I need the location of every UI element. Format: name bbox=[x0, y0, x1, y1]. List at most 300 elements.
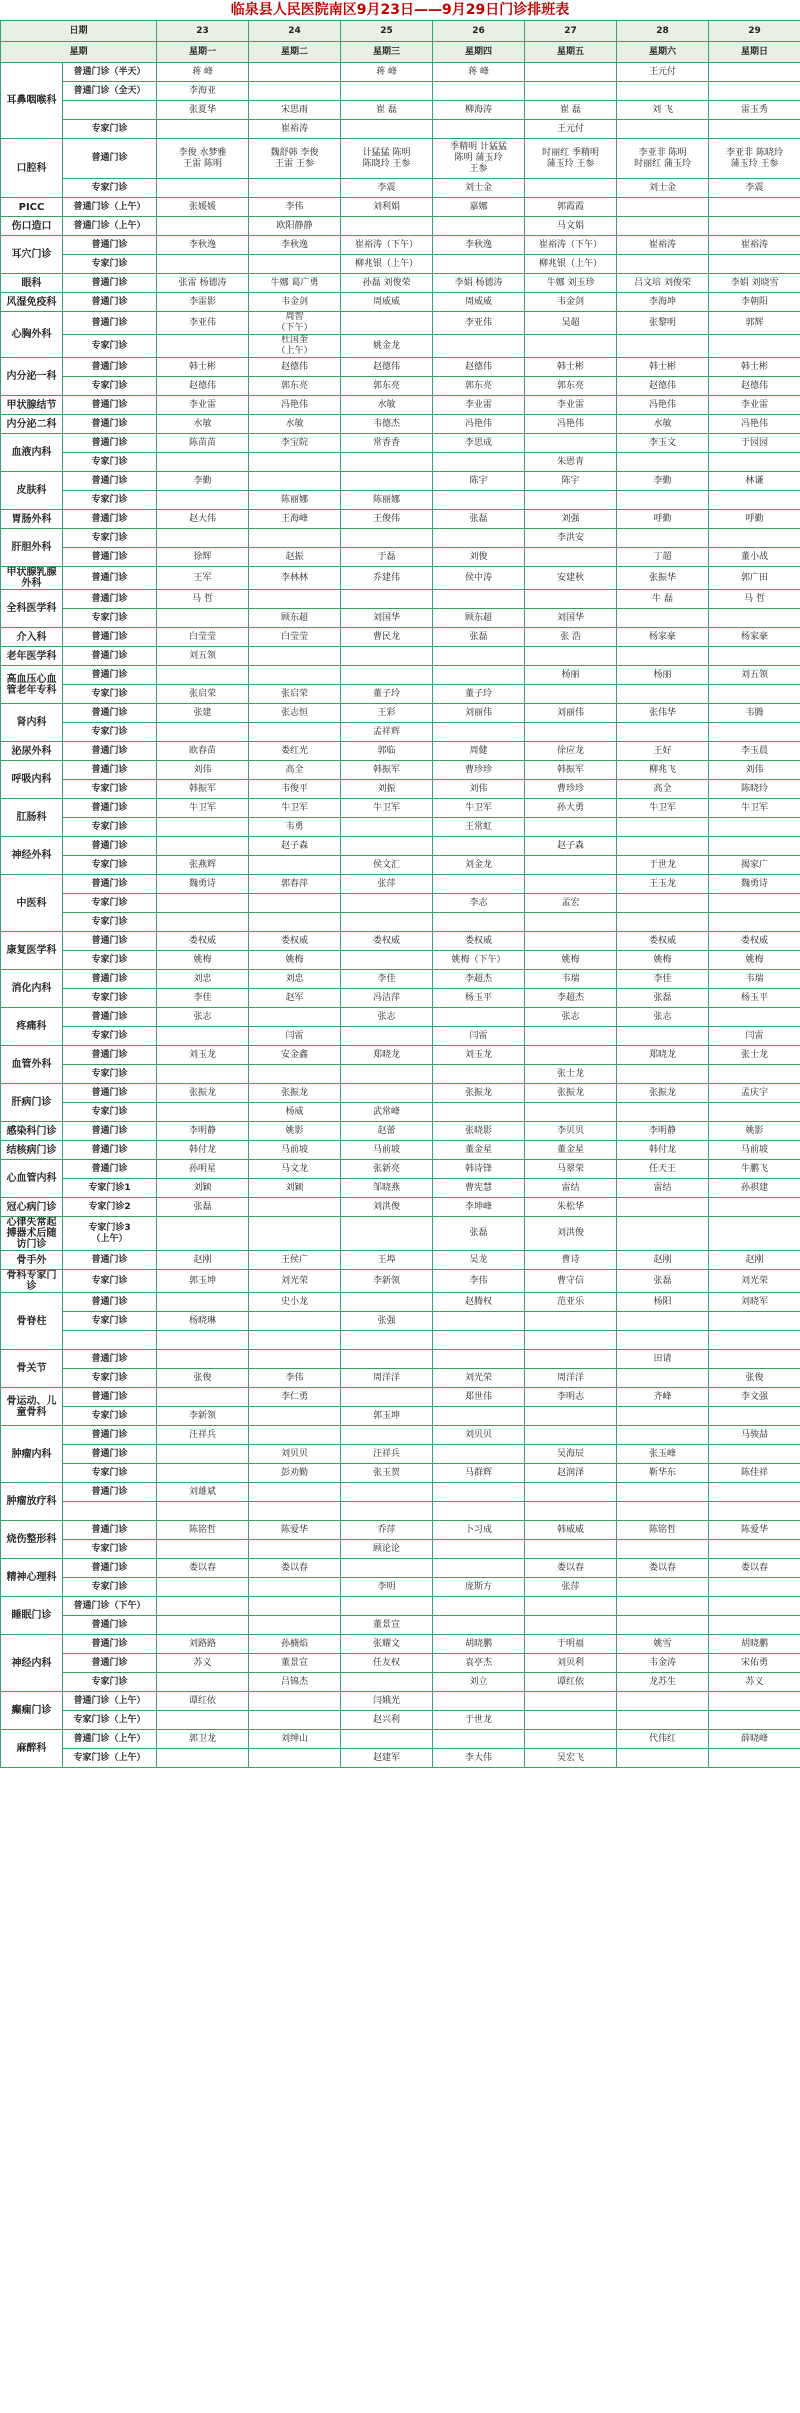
weekday-header-label: 星期 bbox=[1, 42, 157, 63]
table-row bbox=[1, 274, 800, 293]
doctor-cell bbox=[249, 1749, 341, 1768]
doctor-cell: 牛卫军 bbox=[433, 799, 525, 818]
doctor-cell: 高全 bbox=[617, 780, 709, 799]
table-row bbox=[1, 894, 800, 913]
doctor-cell bbox=[433, 1616, 525, 1635]
doctor-cell bbox=[157, 1103, 249, 1122]
doctor-cell: 周健 bbox=[433, 742, 525, 761]
doctor-cell bbox=[433, 590, 525, 609]
doctor-cell: 李亚非 陈晓玲 蒲玉玲 王参 bbox=[709, 139, 800, 179]
doctor-cell bbox=[709, 685, 800, 704]
table-row bbox=[1, 1749, 800, 1768]
department-cell: 中医科 bbox=[1, 875, 63, 932]
weekday-cell: 星期日 bbox=[709, 42, 800, 63]
doctor-cell: 张强 bbox=[341, 1312, 433, 1331]
doctor-cell: 李明静 bbox=[617, 1122, 709, 1141]
table-row bbox=[1, 1578, 800, 1597]
clinic-type-cell: 专家门诊 bbox=[63, 913, 157, 932]
doctor-cell bbox=[525, 1331, 617, 1350]
doctor-cell: 韩付龙 bbox=[157, 1141, 249, 1160]
clinic-type-cell: 普通门诊 bbox=[63, 139, 157, 179]
clinic-type-cell: 普通门诊 bbox=[63, 837, 157, 856]
department-cell: 肛肠科 bbox=[1, 799, 63, 837]
department-cell: 骨运动、儿童骨科 bbox=[1, 1388, 63, 1426]
doctor-cell bbox=[709, 453, 800, 472]
clinic-type-cell: 普通门诊 bbox=[63, 274, 157, 293]
doctor-cell: 孟祥辉 bbox=[341, 723, 433, 742]
clinic-type-cell: 专家门诊 bbox=[63, 1369, 157, 1388]
doctor-cell bbox=[525, 491, 617, 510]
doctor-cell bbox=[433, 1540, 525, 1559]
doctor-cell bbox=[525, 1046, 617, 1065]
doctor-cell bbox=[617, 1331, 709, 1350]
doctor-cell bbox=[617, 529, 709, 548]
department-cell: 神经外科 bbox=[1, 837, 63, 875]
table-row bbox=[1, 1673, 800, 1692]
doctor-cell: 李思成 bbox=[433, 434, 525, 453]
doctor-cell bbox=[617, 198, 709, 217]
doctor-cell: 刘 飞 bbox=[617, 101, 709, 120]
doctor-cell bbox=[525, 590, 617, 609]
department-cell: 结核病门诊 bbox=[1, 1141, 63, 1160]
department-cell: 介入科 bbox=[1, 628, 63, 647]
doctor-cell bbox=[157, 609, 249, 628]
doctor-cell bbox=[433, 1065, 525, 1084]
doctor-cell: 牛卫军 bbox=[157, 799, 249, 818]
doctor-cell: 张萍 bbox=[341, 875, 433, 894]
clinic-type-cell: 专家门诊 bbox=[63, 120, 157, 139]
doctor-cell: 范亚乐 bbox=[525, 1293, 617, 1312]
doctor-cell bbox=[709, 335, 800, 358]
doctor-cell: 曹民龙 bbox=[341, 628, 433, 647]
doctor-cell bbox=[249, 1198, 341, 1217]
doctor-cell: 娄以春 bbox=[525, 1559, 617, 1578]
clinic-type-cell: 专家门诊 bbox=[63, 989, 157, 1008]
clinic-type-cell: 专家门诊 bbox=[63, 1673, 157, 1692]
doctor-cell bbox=[617, 1065, 709, 1084]
doctor-cell: 董景宣 bbox=[249, 1654, 341, 1673]
doctor-cell: 刘贝利 bbox=[525, 1654, 617, 1673]
doctor-cell bbox=[617, 894, 709, 913]
table-row bbox=[1, 932, 800, 951]
department-cell: 神经内科 bbox=[1, 1635, 63, 1692]
doctor-cell: 董景宣 bbox=[341, 1616, 433, 1635]
doctor-cell: 朱恩青 bbox=[525, 453, 617, 472]
table-row bbox=[1, 913, 800, 932]
doctor-cell: 刘忠 bbox=[249, 970, 341, 989]
table-row bbox=[1, 293, 800, 312]
doctor-cell: 韩振军 bbox=[157, 780, 249, 799]
clinic-type-cell: 普通门诊（下午） bbox=[63, 1597, 157, 1616]
doctor-cell: 呼勤 bbox=[709, 510, 800, 529]
doctor-cell: 郭卫龙 bbox=[157, 1730, 249, 1749]
doctor-cell bbox=[433, 1445, 525, 1464]
doctor-cell: 李新领 bbox=[157, 1407, 249, 1426]
doctor-cell bbox=[341, 1730, 433, 1749]
doctor-cell bbox=[525, 1540, 617, 1559]
doctor-cell bbox=[525, 1692, 617, 1711]
doctor-cell: 张磊 bbox=[433, 628, 525, 647]
department-cell: 胃肠外科 bbox=[1, 510, 63, 529]
clinic-type-cell: 普通门诊 bbox=[63, 548, 157, 567]
table-row bbox=[1, 1388, 800, 1407]
department-cell: 血管外科 bbox=[1, 1046, 63, 1084]
clinic-type-cell: 普通门诊 bbox=[63, 1251, 157, 1270]
doctor-cell: 郭辉 bbox=[709, 312, 800, 335]
doctor-cell: 董子玲 bbox=[433, 685, 525, 704]
doctor-cell: 张志 bbox=[341, 1008, 433, 1027]
doctor-cell: 赵德伟 bbox=[709, 377, 800, 396]
doctor-cell: 冯艳伟 bbox=[433, 415, 525, 434]
doctor-cell bbox=[525, 434, 617, 453]
clinic-type-cell: 专家门诊 bbox=[63, 1027, 157, 1046]
doctor-cell: 顾东超 bbox=[249, 609, 341, 628]
doctor-cell: 赵军 bbox=[249, 989, 341, 1008]
doctor-cell: 吕锦杰 bbox=[249, 1673, 341, 1692]
clinic-type-cell: 专家门诊 bbox=[63, 1540, 157, 1559]
clinic-type-cell: 专家门诊 bbox=[63, 609, 157, 628]
table-row bbox=[1, 472, 800, 491]
clinic-type-cell: 专家门诊 bbox=[63, 529, 157, 548]
clinic-type-cell: 普通门诊 bbox=[63, 567, 157, 590]
doctor-cell bbox=[341, 120, 433, 139]
clinic-type-cell: 普通门诊 bbox=[63, 742, 157, 761]
table-row bbox=[1, 1217, 800, 1251]
clinic-type-cell: 普通门诊 bbox=[63, 666, 157, 685]
doctor-cell: 王玉龙 bbox=[617, 875, 709, 894]
table-row bbox=[1, 1483, 800, 1502]
doctor-cell bbox=[709, 491, 800, 510]
table-row bbox=[1, 1407, 800, 1426]
table-row bbox=[1, 666, 800, 685]
doctor-cell bbox=[709, 82, 800, 101]
table-row bbox=[1, 1426, 800, 1445]
doctor-cell: 张磊 bbox=[433, 1217, 525, 1251]
doctor-cell: 张志 bbox=[617, 1008, 709, 1027]
table-row bbox=[1, 1179, 800, 1198]
doctor-cell bbox=[157, 1350, 249, 1369]
doctor-cell: 邹晓燕 bbox=[341, 1179, 433, 1198]
doctor-cell: 冯洁萍 bbox=[341, 989, 433, 1008]
doctor-cell bbox=[709, 120, 800, 139]
doctor-cell: 王常虹 bbox=[433, 818, 525, 837]
doctor-cell: 李超杰 bbox=[525, 989, 617, 1008]
clinic-type-cell: 普通门诊（全天） bbox=[63, 82, 157, 101]
doctor-cell: 赵大伟 bbox=[157, 510, 249, 529]
doctor-cell bbox=[341, 312, 433, 335]
clinic-type-cell: 普通门诊 bbox=[63, 1616, 157, 1635]
doctor-cell: 郭广田 bbox=[709, 567, 800, 590]
clinic-type-cell: 普通门诊 bbox=[63, 1046, 157, 1065]
doctor-cell: 崔裕涛（下午） bbox=[525, 236, 617, 255]
doctor-cell: 水敏 bbox=[157, 415, 249, 434]
clinic-type-cell: 专家门诊 bbox=[63, 1312, 157, 1331]
clinic-type-cell: 普通门诊（上午） bbox=[63, 217, 157, 236]
doctor-cell bbox=[341, 1426, 433, 1445]
doctor-cell: 刘伟 bbox=[157, 761, 249, 780]
clinic-type-cell: 专家门诊 bbox=[63, 453, 157, 472]
doctor-cell bbox=[433, 217, 525, 236]
department-cell: 口腔科 bbox=[1, 139, 63, 198]
doctor-cell bbox=[709, 723, 800, 742]
date-cell: 24 bbox=[249, 21, 341, 42]
table-row bbox=[1, 818, 800, 837]
doctor-cell: 周洋洋 bbox=[341, 1369, 433, 1388]
doctor-cell: 李贝贝 bbox=[525, 1122, 617, 1141]
doctor-cell bbox=[433, 335, 525, 358]
clinic-type-cell: 普通门诊 bbox=[63, 434, 157, 453]
date-cell: 27 bbox=[525, 21, 617, 42]
date-cell: 28 bbox=[617, 21, 709, 42]
doctor-cell: 吴宏飞 bbox=[525, 1749, 617, 1768]
table-row bbox=[1, 1084, 800, 1103]
doctor-cell: 韦德杰 bbox=[341, 415, 433, 434]
doctor-cell: 李海坤 bbox=[617, 293, 709, 312]
clinic-type-cell: 普通门诊 bbox=[63, 970, 157, 989]
doctor-cell: 李亚伟 bbox=[157, 312, 249, 335]
table-row bbox=[1, 1635, 800, 1654]
doctor-cell: 张振龙 bbox=[433, 1084, 525, 1103]
doctor-cell: 韦瑞 bbox=[525, 970, 617, 989]
doctor-cell bbox=[709, 609, 800, 628]
doctor-cell bbox=[709, 1692, 800, 1711]
doctor-cell: 郑晓龙 bbox=[341, 1046, 433, 1065]
doctor-cell: 张耀文 bbox=[341, 1635, 433, 1654]
doctor-cell: 吴海辰 bbox=[525, 1445, 617, 1464]
doctor-cell: 赵振 bbox=[249, 548, 341, 567]
clinic-type-cell: 专家门诊3 （上午） bbox=[63, 1217, 157, 1251]
clinic-type-cell bbox=[63, 1502, 157, 1521]
doctor-cell: 张伟华 bbox=[617, 704, 709, 723]
doctor-cell bbox=[341, 1673, 433, 1692]
clinic-type-cell: 专家门诊 bbox=[63, 255, 157, 274]
doctor-cell: 庞斯方 bbox=[433, 1578, 525, 1597]
table-row bbox=[1, 1654, 800, 1673]
doctor-cell bbox=[157, 1065, 249, 1084]
doctor-cell: 柳海涛 bbox=[433, 101, 525, 120]
doctor-cell bbox=[709, 1749, 800, 1768]
doctor-cell bbox=[249, 529, 341, 548]
doctor-cell: 姚梅 bbox=[709, 951, 800, 970]
doctor-cell bbox=[249, 1350, 341, 1369]
date-cell: 25 bbox=[341, 21, 433, 42]
doctor-cell bbox=[525, 1350, 617, 1369]
doctor-cell bbox=[433, 453, 525, 472]
table-row bbox=[1, 1559, 800, 1578]
weekday-cell: 星期一 bbox=[157, 42, 249, 63]
doctor-cell: 姚梅（下午） bbox=[433, 951, 525, 970]
clinic-type-cell: 普通门诊 bbox=[63, 704, 157, 723]
doctor-cell: 周威威 bbox=[341, 293, 433, 312]
doctor-cell: 刘士金 bbox=[617, 179, 709, 198]
department-cell: 内分泌一科 bbox=[1, 358, 63, 396]
department-cell: 感染科门诊 bbox=[1, 1122, 63, 1141]
doctor-cell: 蒋 峰 bbox=[157, 63, 249, 82]
clinic-type-cell: 普通门诊 bbox=[63, 415, 157, 434]
doctor-cell: 陈爱华 bbox=[249, 1521, 341, 1540]
clinic-type-cell: 专家门诊 bbox=[63, 723, 157, 742]
doctor-cell: 刘忠 bbox=[157, 970, 249, 989]
doctor-cell: 陈苗苗 bbox=[157, 434, 249, 453]
doctor-cell: 龙苏生 bbox=[617, 1673, 709, 1692]
doctor-cell bbox=[525, 1483, 617, 1502]
doctor-cell: 张振龙 bbox=[617, 1084, 709, 1103]
table-row bbox=[1, 761, 800, 780]
doctor-cell: 李勤 bbox=[157, 472, 249, 491]
department-cell: 心血管内科 bbox=[1, 1160, 63, 1198]
clinic-type-cell: 专家门诊 bbox=[63, 491, 157, 510]
doctor-cell bbox=[249, 179, 341, 198]
doctor-cell: 马骏喆 bbox=[709, 1426, 800, 1445]
doctor-cell: 刘光荣 bbox=[433, 1369, 525, 1388]
doctor-cell bbox=[249, 1426, 341, 1445]
doctor-cell: 李坤峰 bbox=[433, 1198, 525, 1217]
doctor-cell: 娄以春 bbox=[157, 1559, 249, 1578]
doctor-cell: 刘洪俊 bbox=[525, 1217, 617, 1251]
doctor-cell: 杨家豪 bbox=[617, 628, 709, 647]
doctor-cell bbox=[341, 1084, 433, 1103]
doctor-cell: 李林林 bbox=[249, 567, 341, 590]
doctor-cell: 张黎明 bbox=[617, 312, 709, 335]
doctor-cell: 张振龙 bbox=[249, 1084, 341, 1103]
department-cell: 康复医学科 bbox=[1, 932, 63, 970]
clinic-type-cell: 专家门诊（上午） bbox=[63, 1711, 157, 1730]
doctor-cell: 刘利娟 bbox=[341, 198, 433, 217]
doctor-cell: 赵德伟 bbox=[341, 358, 433, 377]
doctor-cell: 刘伟 bbox=[433, 780, 525, 799]
clinic-type-cell: 专家门诊 bbox=[63, 951, 157, 970]
table-row bbox=[1, 236, 800, 255]
department-cell: 骨关节 bbox=[1, 1350, 63, 1388]
table-row bbox=[1, 1616, 800, 1635]
doctor-cell bbox=[525, 179, 617, 198]
department-cell: 全科医学科 bbox=[1, 590, 63, 628]
doctor-cell: 姚影 bbox=[249, 1122, 341, 1141]
weekday-cell: 星期五 bbox=[525, 42, 617, 63]
doctor-cell: 刘五领 bbox=[709, 666, 800, 685]
doctor-cell: 周洋洋 bbox=[525, 1369, 617, 1388]
doctor-cell bbox=[157, 1445, 249, 1464]
doctor-cell: 娄权威 bbox=[341, 932, 433, 951]
doctor-cell: 侯文汇 bbox=[341, 856, 433, 875]
doctor-cell: 魏勇诗 bbox=[709, 875, 800, 894]
doctor-cell: 苏义 bbox=[709, 1673, 800, 1692]
department-cell: 癫痫门诊 bbox=[1, 1692, 63, 1730]
doctor-cell bbox=[709, 217, 800, 236]
table-row bbox=[1, 217, 800, 236]
doctor-cell: 郭东亮 bbox=[249, 377, 341, 396]
table-row bbox=[1, 799, 800, 818]
doctor-cell: 李新领 bbox=[341, 1270, 433, 1293]
doctor-cell bbox=[617, 1103, 709, 1122]
doctor-cell bbox=[617, 1198, 709, 1217]
doctor-cell: 蒋 峰 bbox=[341, 63, 433, 82]
clinic-type-cell: 普通门诊 bbox=[63, 1635, 157, 1654]
doctor-cell: 胡晓鹏 bbox=[709, 1635, 800, 1654]
doctor-cell: 牛卫军 bbox=[617, 799, 709, 818]
doctor-cell: 韦金剑 bbox=[525, 293, 617, 312]
table-row bbox=[1, 1540, 800, 1559]
clinic-type-cell: 普通门诊 bbox=[63, 1521, 157, 1540]
doctor-cell: 郭临 bbox=[341, 742, 433, 761]
doctor-cell: 董金星 bbox=[433, 1141, 525, 1160]
doctor-cell bbox=[525, 856, 617, 875]
doctor-cell bbox=[525, 1103, 617, 1122]
doctor-cell: 计猛猛 陈明 陈晓玲 王参 bbox=[341, 139, 433, 179]
doctor-cell: 郭东亮 bbox=[525, 377, 617, 396]
doctor-cell: 闫娥光 bbox=[341, 1692, 433, 1711]
clinic-type-cell: 专家门诊 bbox=[63, 1578, 157, 1597]
clinic-type-cell: 普通门诊（上午） bbox=[63, 198, 157, 217]
weekday-cell: 星期三 bbox=[341, 42, 433, 63]
table-row bbox=[1, 139, 800, 179]
table-row bbox=[1, 510, 800, 529]
weekday-cell: 星期六 bbox=[617, 42, 709, 63]
doctor-cell bbox=[617, 120, 709, 139]
doctor-cell: 刘强 bbox=[525, 510, 617, 529]
doctor-cell bbox=[249, 1008, 341, 1027]
doctor-cell: 郑世伟 bbox=[433, 1388, 525, 1407]
doctor-cell bbox=[157, 913, 249, 932]
doctor-cell: 崔裕涛（下午） bbox=[341, 236, 433, 255]
doctor-cell bbox=[525, 1502, 617, 1521]
doctor-cell: 牛娜 葛广勇 bbox=[249, 274, 341, 293]
doctor-cell bbox=[341, 837, 433, 856]
doctor-cell bbox=[249, 472, 341, 491]
doctor-cell bbox=[157, 1217, 249, 1251]
table-row bbox=[1, 1008, 800, 1027]
doctor-cell: 李娟 杨德涛 bbox=[433, 274, 525, 293]
doctor-cell bbox=[709, 1407, 800, 1426]
table-row bbox=[1, 1027, 800, 1046]
doctor-cell: 陈铭哲 bbox=[157, 1521, 249, 1540]
doctor-cell: 孟庆宇 bbox=[709, 1084, 800, 1103]
doctor-cell: 郭春萍 bbox=[249, 875, 341, 894]
table-row bbox=[1, 1711, 800, 1730]
doctor-cell bbox=[249, 1407, 341, 1426]
clinic-type-cell: 普通门诊 bbox=[63, 1122, 157, 1141]
doctor-cell: 顾论论 bbox=[341, 1540, 433, 1559]
doctor-cell bbox=[525, 1616, 617, 1635]
doctor-cell bbox=[709, 1445, 800, 1464]
doctor-cell: 崔 磊 bbox=[341, 101, 433, 120]
doctor-cell bbox=[341, 1597, 433, 1616]
doctor-cell: 王埠 bbox=[341, 1251, 433, 1270]
doctor-cell: 周威威 bbox=[433, 293, 525, 312]
doctor-cell: 冯艳伟 bbox=[525, 415, 617, 434]
doctor-cell: 张萍 bbox=[525, 1578, 617, 1597]
clinic-type-cell: 专家门诊（上午） bbox=[63, 1749, 157, 1768]
doctor-cell: 王俊伟 bbox=[341, 510, 433, 529]
doctor-cell bbox=[617, 217, 709, 236]
doctor-cell bbox=[709, 1008, 800, 1027]
doctor-cell: 任天王 bbox=[617, 1160, 709, 1179]
doctor-cell: 杨丽 bbox=[525, 666, 617, 685]
doctor-cell: 李秋逸 bbox=[249, 236, 341, 255]
doctor-cell: 王元付 bbox=[525, 120, 617, 139]
doctor-cell: 李雷影 bbox=[157, 293, 249, 312]
doctor-cell bbox=[617, 335, 709, 358]
doctor-cell: 张新亮 bbox=[341, 1160, 433, 1179]
doctor-cell: 崔裕涛 bbox=[249, 120, 341, 139]
doctor-cell: 赵子森 bbox=[249, 837, 341, 856]
doctor-cell bbox=[709, 255, 800, 274]
clinic-type-cell: 普通门诊 bbox=[63, 510, 157, 529]
doctor-cell: 冯艳伟 bbox=[249, 396, 341, 415]
doctor-cell bbox=[433, 723, 525, 742]
doctor-cell bbox=[249, 82, 341, 101]
doctor-cell bbox=[617, 453, 709, 472]
